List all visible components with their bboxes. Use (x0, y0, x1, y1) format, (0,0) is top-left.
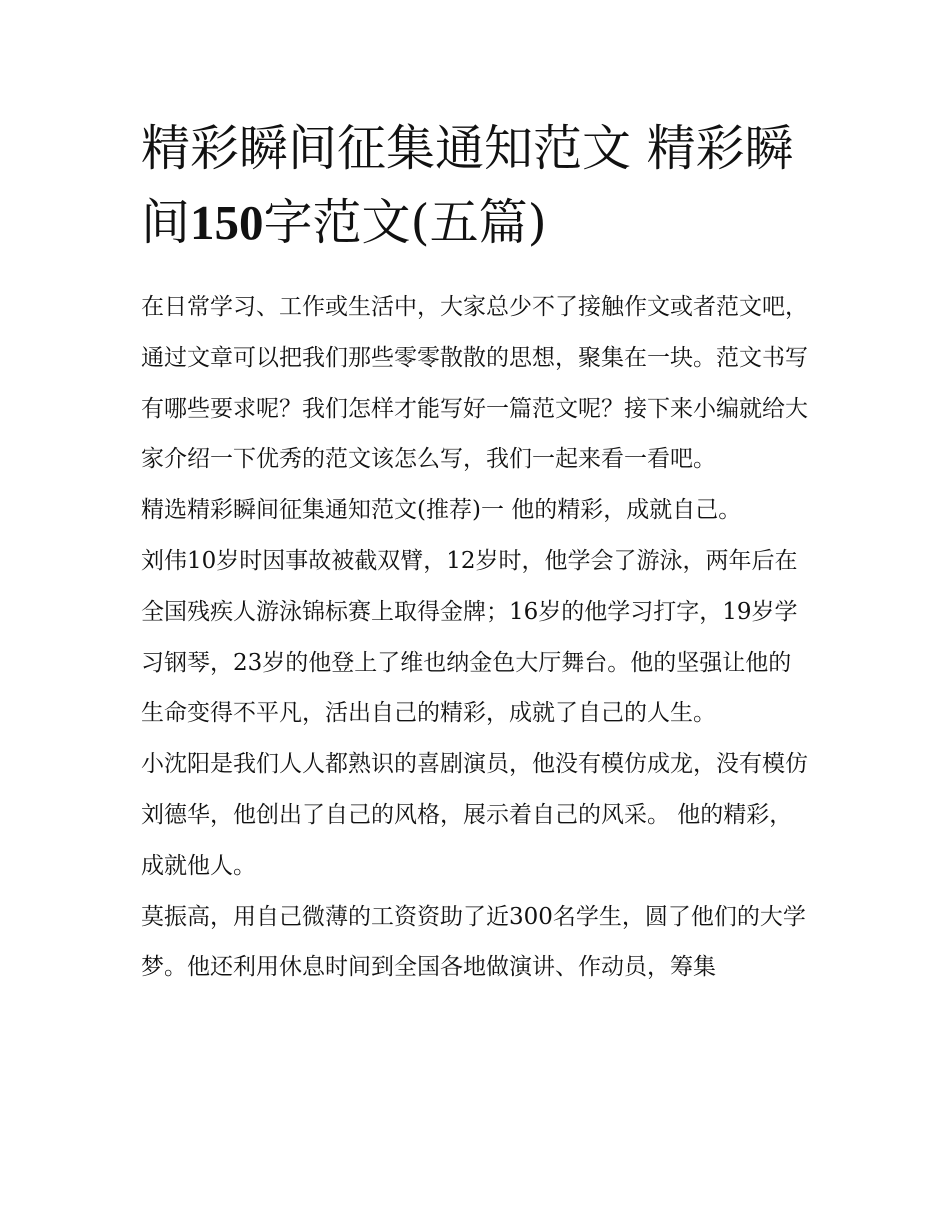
document-body (141, 282, 813, 993)
paragraph-section-heading: 精选精彩瞬间征集通知范文(推荐)一 他的精彩，成就自己。 (141, 497, 742, 524)
title-text-part2: 字范文(五篇) (263, 194, 547, 251)
title-number: 150 (190, 195, 264, 250)
document-title (141, 112, 813, 260)
paragraph-liuwei: 刘伟10岁时因事故被截双臂，12岁时，他学会了游泳，两年后在全国残疾人游泳锦标赛上取得金牌；16岁的他学习打字，19岁学习钢琴，23岁的他登上了维也纳金色大厅舞台。他的坚强让他的生命变得不平凡，活出自己的精彩，成就了自己的人生。 (141, 547, 798, 727)
paragraph-intro: 在日常学习、工作或生活中，大家总少不了接触作文或者范文吧，通过文章可以把我们那些零零散散的思想，聚集在一块。范文书写有哪些要求呢？我们怎样才能写好一篇范文呢？接下来小编就给大家介绍一下优秀的范文该怎么写，我们一起来看一看吧。 (141, 294, 808, 473)
title-text-part1: 精彩瞬间征集通知范文 精彩瞬间 (141, 120, 794, 251)
paragraph-mozhengao: 莫振高，用自己微薄的工资资助了近300名学生，圆了他们的大学梦。他还利用休息时间到全国各地做演讲、作动员，筹集 (141, 903, 806, 981)
document-page (141, 112, 813, 993)
paragraph-xiaoshenyang: 小沈阳是我们人人都熟识的喜剧演员，他没有模仿成龙，没有模仿刘德华，他创出了自己的风格，展示着自己的风采。 他的精彩，成就他人。 (141, 751, 808, 879)
